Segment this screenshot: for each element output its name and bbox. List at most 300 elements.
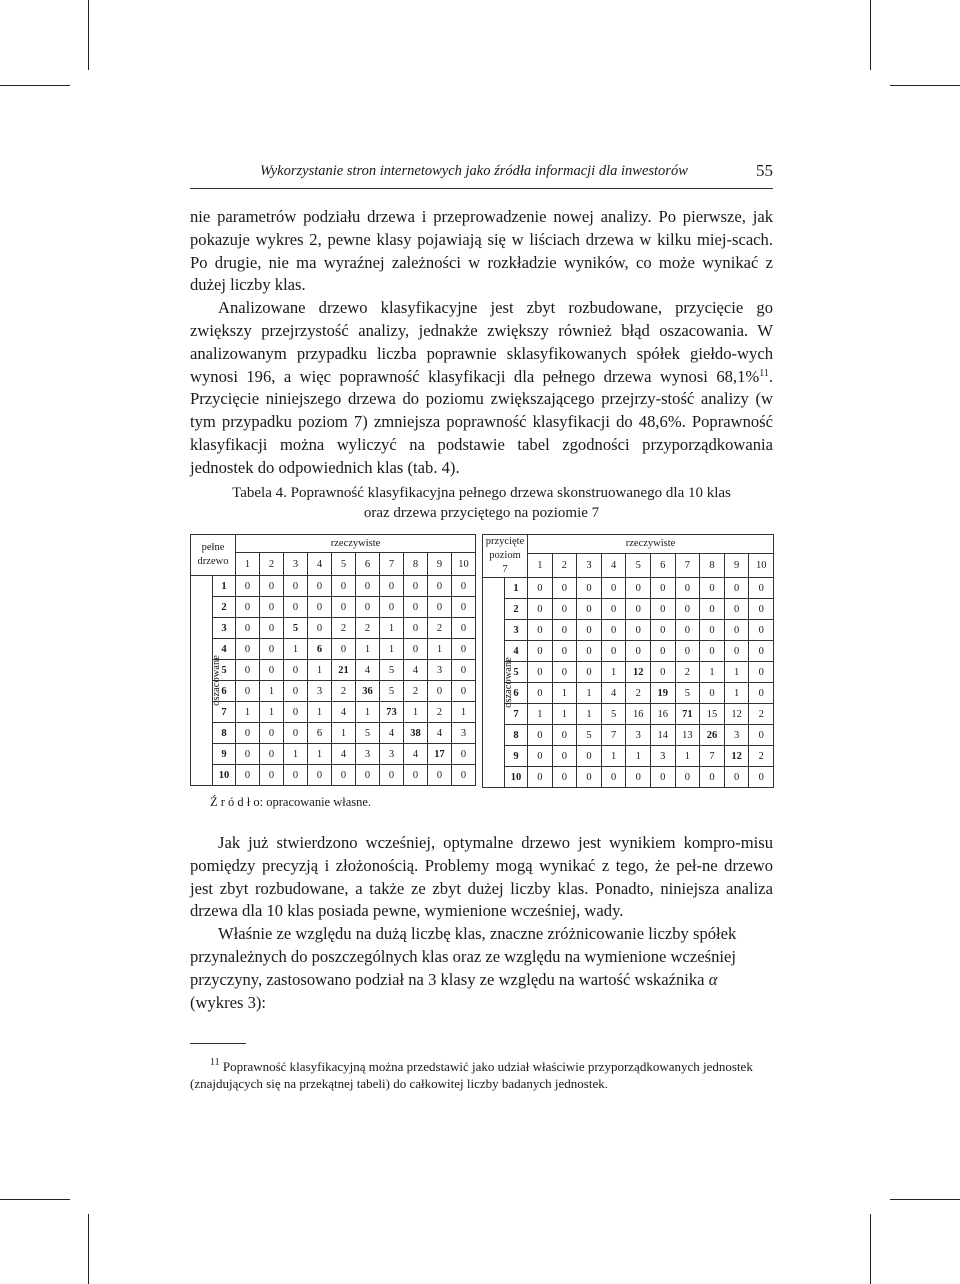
table-cell: 0 [428,597,452,618]
table-row [483,683,774,704]
crop-mark [0,1199,70,1200]
table-cell: 4 [428,723,452,744]
row-header: 8 [213,723,236,744]
column-header: 7 [380,553,404,576]
table-cell: 5 [675,683,700,704]
table-cell: 1 [356,639,380,660]
table-cell: 7 [700,746,725,767]
paragraph [190,297,773,479]
actual-header: rzeczywiste [236,535,476,553]
table-cell: 0 [260,576,284,597]
column-header: 1 [236,553,260,576]
column-header: 9 [428,553,452,576]
table-cell: 0 [356,576,380,597]
table-cell: 0 [700,578,725,599]
alpha-symbol: α [708,969,718,989]
table-row [191,618,476,639]
table-cell: 0 [528,725,553,746]
row-header: 4 [505,641,528,662]
table-cell: 0 [284,702,308,723]
table-cell: 15 [700,704,725,725]
table-corner: przycięte poziom 7 [483,535,528,578]
table-cell: 0 [675,599,700,620]
table-cell: 0 [260,744,284,765]
table-cell-diagonal: 5 [284,618,308,639]
table-cell: 0 [332,597,356,618]
table-cell: 5 [577,725,602,746]
table-cell: 0 [452,744,476,765]
column-header: 3 [284,553,308,576]
column-header: 10 [452,553,476,576]
row-header: 10 [505,767,528,788]
table-cell: 5 [380,660,404,681]
table-cell-diagonal: 21 [332,660,356,681]
row-header: 1 [213,576,236,597]
paragraph-text: Analizowane drzewo klasyfikacyjne jest zbyt rozbudowane, przycięcie go zwiększy przejrzystość analizy, jednakże zwiększy również błąd oszacowania. W analizowanym przypadku liczba poprawnie sklasyfikowanych spółek giełdo-wych wynosi 196, a więc poprawność klasyfikacji dla pełnego drzewa wynosi 68,1% [190,298,773,386]
paragraph-text: (wykres 3): [190,992,267,1012]
table-cell-diagonal: 71 [675,704,700,725]
table-cell: 0 [650,767,675,788]
crop-mark [0,85,70,86]
table-row [483,767,774,788]
caption-line: Tabela 4. Poprawność klasyfikacyjna pełnego drzewa skonstruowanego dla 10 klas [232,485,731,501]
table-cell: 0 [724,641,749,662]
table-cell: 4 [601,683,626,704]
crop-mark [88,1214,89,1284]
table-cell: 1 [528,704,553,725]
crop-mark [870,1214,871,1284]
crop-mark [88,0,89,70]
table-cell: 5 [380,681,404,702]
table-row [191,723,476,744]
table-cell: 4 [332,702,356,723]
table-cell: 1 [626,746,651,767]
table-cell: 13 [675,725,700,746]
table-cell-diagonal: 12 [626,662,651,683]
row-header: 7 [213,702,236,723]
table-cell-diagonal: 0 [260,597,284,618]
caption-line: oraz drzewa przyciętego na poziomie 7 [363,505,600,521]
row-header: 8 [505,725,528,746]
table-row [483,746,774,767]
table-cell: 0 [380,597,404,618]
table-cell: 1 [356,702,380,723]
table-row [191,576,476,597]
table-cell: 0 [332,576,356,597]
crop-mark [890,1199,960,1200]
table-cell: 0 [552,662,577,683]
table-cell: 0 [380,765,404,786]
table-cell: 14 [650,725,675,746]
table-row [191,702,476,723]
table-cell-diagonal: 26 [700,725,725,746]
column-header: 1 [528,553,553,577]
table-cell: 4 [404,744,428,765]
table-cell: 0 [749,599,774,620]
table-cell: 1 [601,746,626,767]
table-cell: 0 [601,767,626,788]
table-row [191,639,476,660]
table-cell: 0 [260,765,284,786]
table-cell: 0 [577,641,602,662]
table-cell-diagonal: 73 [380,702,404,723]
table-cell: 1 [700,662,725,683]
table-cell: 0 [626,578,651,599]
column-header: 5 [332,553,356,576]
row-header: 10 [213,765,236,786]
table-row [483,620,774,641]
table-cell: 0 [724,599,749,620]
table-cell: 0 [749,662,774,683]
table-cell: 2 [404,681,428,702]
table-cell: 0 [601,620,626,641]
table-cell: 4 [332,744,356,765]
table-row [191,765,476,786]
column-header: 8 [700,553,725,577]
table-cell: 0 [308,576,332,597]
table-row [483,725,774,746]
table-cell: 3 [650,746,675,767]
table-cell: 3 [380,744,404,765]
table-cell: 0 [700,683,725,704]
table-cell: 0 [528,767,553,788]
row-header: 5 [505,662,528,683]
table-cell: 1 [284,639,308,660]
table-cell: 0 [452,639,476,660]
estimated-header: oszacowane [191,576,213,786]
table-cell: 0 [452,597,476,618]
table-cell: 1 [284,744,308,765]
column-header: 6 [356,553,380,576]
table-cell-diagonal: 0 [577,620,602,641]
table-cell: 0 [428,576,452,597]
table-cell: 2 [356,618,380,639]
table-cell: 2 [332,618,356,639]
table-cell: 4 [380,723,404,744]
table-cell: 0 [626,620,651,641]
table-cell: 0 [260,618,284,639]
table-cell: 0 [528,746,553,767]
page-number: 55 [756,161,773,180]
column-header: 10 [749,553,774,577]
table-cell: 2 [428,702,452,723]
table-caption [190,483,773,523]
table-cell: 0 [284,765,308,786]
table-cell: 0 [675,578,700,599]
table-cell: 1 [428,639,452,660]
footnote-number: 11 [210,1057,220,1068]
row-header: 9 [213,744,236,765]
table-cell: 0 [404,618,428,639]
table-cell-diagonal: 17 [428,744,452,765]
column-header: 5 [626,553,651,577]
column-header: 4 [308,553,332,576]
table-cell: 0 [675,641,700,662]
table-cell: 0 [724,578,749,599]
row-header: 2 [213,597,236,618]
table-cell-diagonal: 36 [356,681,380,702]
table-cell: 0 [577,662,602,683]
table-cell: 0 [552,746,577,767]
table-cell: 0 [236,660,260,681]
table-cell: 0 [428,681,452,702]
table-cell: 0 [260,723,284,744]
estimated-header: oszacowane [483,578,505,788]
crop-mark [890,85,960,86]
table-cell: 0 [452,681,476,702]
table-cell: 0 [724,620,749,641]
table-cell: 0 [601,578,626,599]
column-header: 2 [552,553,577,577]
table-cell: 4 [404,660,428,681]
table-pruned-tree [482,534,774,788]
table-cell: 0 [236,618,260,639]
table-row [191,660,476,681]
table-cell: 0 [552,620,577,641]
table-cell: 0 [260,639,284,660]
table-cell: 0 [356,765,380,786]
table-cell: 0 [236,639,260,660]
table-cell-diagonal: 0 [452,765,476,786]
table-cell: 0 [552,641,577,662]
table-cell: 0 [749,725,774,746]
table-cell: 1 [552,704,577,725]
table-cell: 1 [452,702,476,723]
table-cell: 0 [700,599,725,620]
column-header: 7 [675,553,700,577]
table-cell: 1 [260,702,284,723]
table-cell: 0 [308,618,332,639]
table-cell: 0 [724,767,749,788]
table-cell: 0 [260,660,284,681]
table-cell: 1 [332,723,356,744]
table-cell: 1 [260,681,284,702]
table-cell: 1 [308,660,332,681]
table-cell: 0 [332,765,356,786]
table-cell: 0 [528,662,553,683]
table-cell: 1 [724,662,749,683]
row-header: 6 [505,683,528,704]
table-cell: 0 [552,767,577,788]
table-cell: 12 [724,704,749,725]
header-rule [190,188,773,189]
table-cell: 0 [749,641,774,662]
footnote-text: Poprawność klasyfikacyjną można przedstawić jako udział właściwie przyporządkowanych jednostek (znajdujących się na przekątnej tabeli) do całkowitej liczby badanych jednostek. [190,1059,753,1091]
table-cell: 0 [428,765,452,786]
table-row [483,704,774,725]
footnote-ref: 11 [759,367,769,379]
table-cell: 1 [675,746,700,767]
table-cell: 16 [650,704,675,725]
table-cell: 1 [404,702,428,723]
table-cell: 0 [749,683,774,704]
table-cell: 5 [601,704,626,725]
table-cell: 0 [675,620,700,641]
table-cell: 0 [284,576,308,597]
footnote-rule [190,1043,246,1044]
table-full-tree [190,534,476,786]
table-cell: 0 [601,599,626,620]
paragraph [190,923,773,1014]
table-cell: 0 [650,641,675,662]
table-cell: 2 [749,746,774,767]
table-row [191,681,476,702]
column-header: 2 [260,553,284,576]
paragraph-text: . Przycięcie niniejszego drzewa do poziomu zwiększającego przejrzy-stość analizy (w tym przypadku poziom 7) zmniejsza poprawność klasyfikacji do 48,6%. Poprawność klasyfikacji można wyliczyć na podstawie tabel zgodności przyporządkowania jednostek do odpowiednich klas (tab. 4). [190,366,773,477]
table-cell: 0 [700,641,725,662]
crop-mark [870,0,871,70]
running-title: Wykorzystanie stron internetowych jako źródła informacji dla inwestorów [260,163,688,179]
body-text-top [190,206,773,480]
table-cell: 2 [675,662,700,683]
table-row [483,578,774,599]
table-cell: 0 [577,578,602,599]
actual-header: rzeczywiste [528,535,774,554]
paragraph-text: Właśnie ze względu na dużą liczbę klas, znaczne zróżnicowanie liczby spółek przynależnych do poszczególnych klas oraz ze względu na wymienione wcześniej przyczyny, zastosowano podział na 3 klasy ze względu na wartość wskaźnika [190,924,737,989]
row-header: 7 [505,704,528,725]
row-header: 2 [505,599,528,620]
table-row [191,597,476,618]
table-cell-diagonal: 0 [749,767,774,788]
table-cell: 0 [528,599,553,620]
table-cell: 0 [236,723,260,744]
body-text-bottom [190,832,773,1014]
table-corner: pełne drzewo [191,535,236,576]
table-cell: 1 [308,702,332,723]
table-row [483,599,774,620]
table-cell: 16 [626,704,651,725]
table-cell-diagonal: 0 [528,578,553,599]
table-cell-diagonal: 0 [236,576,260,597]
table-cell: 1 [380,618,404,639]
row-header: 9 [505,746,528,767]
table-cell: 1 [601,662,626,683]
table-cell: 3 [626,725,651,746]
table-cell: 0 [308,765,332,786]
table-cell: 3 [356,744,380,765]
table-cell: 0 [284,597,308,618]
column-header: 4 [601,553,626,577]
table-cell: 0 [404,576,428,597]
table-row [483,641,774,662]
table-cell: 0 [626,767,651,788]
table-cell: 7 [601,725,626,746]
table-cell: 0 [749,620,774,641]
table-cell: 0 [577,767,602,788]
table-cell: 0 [404,597,428,618]
column-header: 8 [404,553,428,576]
table-cell: 2 [332,681,356,702]
table-cell: 0 [650,662,675,683]
table-cell: 1 [552,683,577,704]
table-cell: 0 [552,578,577,599]
table-cell: 0 [308,597,332,618]
table-cell: 0 [528,683,553,704]
table-cell: 1 [577,683,602,704]
table-cell: 6 [308,723,332,744]
table-cell: 0 [528,620,553,641]
table-cell-diagonal: 12 [724,746,749,767]
table-cell: 0 [577,599,602,620]
table-cell: 0 [452,576,476,597]
row-header: 6 [213,681,236,702]
table-cell: 2 [428,618,452,639]
table-cell: 0 [452,618,476,639]
table-cell-diagonal: 38 [404,723,428,744]
paragraph: Jak już stwierdzono wcześniej, optymalne drzewo jest wynikiem kompro-misu pomiędzy precyzją i złożonością. Problemy mogą wynikać z tego, że peł-ne drzewo jest zbyt rozbudowane, a także ze zbyt dużej liczby klas. Ponadto, niniejsza analiza drzewa dla 10 klas posiada pewne, wymienione wcześniej, wady. [190,833,773,921]
row-header: 5 [213,660,236,681]
column-header: 6 [650,553,675,577]
table-cell: 0 [356,597,380,618]
table-cell: 5 [356,723,380,744]
table-cell: 0 [284,723,308,744]
table-cell: 1 [380,639,404,660]
table-cell: 1 [236,702,260,723]
table-cell: 3 [724,725,749,746]
table-cell: 3 [428,660,452,681]
table-cell: 0 [626,641,651,662]
table-cell: 0 [650,620,675,641]
table-cell-diagonal: 6 [308,639,332,660]
table-cell-diagonal: 19 [650,683,675,704]
row-header: 1 [505,578,528,599]
row-header: 4 [213,639,236,660]
table-cell: 0 [626,599,651,620]
table-cell: 0 [404,765,428,786]
table-cell: 0 [552,725,577,746]
source-note: Ź r ó d ł o: opracowanie własne. [210,795,372,809]
table-cell: 0 [284,660,308,681]
table-cell-diagonal: 0 [552,599,577,620]
table-cell: 0 [404,639,428,660]
table-cell: 3 [308,681,332,702]
table-cell-diagonal: 0 [601,641,626,662]
table-cell: 0 [380,576,404,597]
table-cell: 0 [236,744,260,765]
table-cell: 0 [332,639,356,660]
table-cell: 4 [356,660,380,681]
table-cell: 0 [528,641,553,662]
table-cell: 0 [650,599,675,620]
table-cell: 0 [700,767,725,788]
table-cell: 0 [284,681,308,702]
table-cell: 1 [308,744,332,765]
table-cell: 0 [675,767,700,788]
table-cell: 0 [700,620,725,641]
table-cell: 0 [650,578,675,599]
table-cell: 0 [236,597,260,618]
row-header: 3 [505,620,528,641]
table-cell: 0 [236,681,260,702]
paragraph: nie parametrów podziału drzewa i przeprowadzenie nowej analizy. Po pierwsze, jak pokazuje wykres 2, pewne klasy pojawiają się w liściach drzewa w kilku miej-scach. Po drugie, nie ma wyraźnej zależności w rozkładzie wyników, co może wynikać z dużej liczby klas. [190,207,773,295]
table-cell: 0 [577,746,602,767]
table-row [191,744,476,765]
footnote [190,1058,773,1092]
table-cell: 0 [236,765,260,786]
table-cell: 3 [452,723,476,744]
running-header [190,163,773,187]
table-cell: 2 [626,683,651,704]
column-header: 9 [724,553,749,577]
table-cell: 2 [749,704,774,725]
table-cell: 1 [577,704,602,725]
column-header: 3 [577,553,602,577]
table-cell: 1 [724,683,749,704]
table-cell: 0 [749,578,774,599]
table-cell: 0 [452,660,476,681]
row-header: 3 [213,618,236,639]
table-row [483,662,774,683]
